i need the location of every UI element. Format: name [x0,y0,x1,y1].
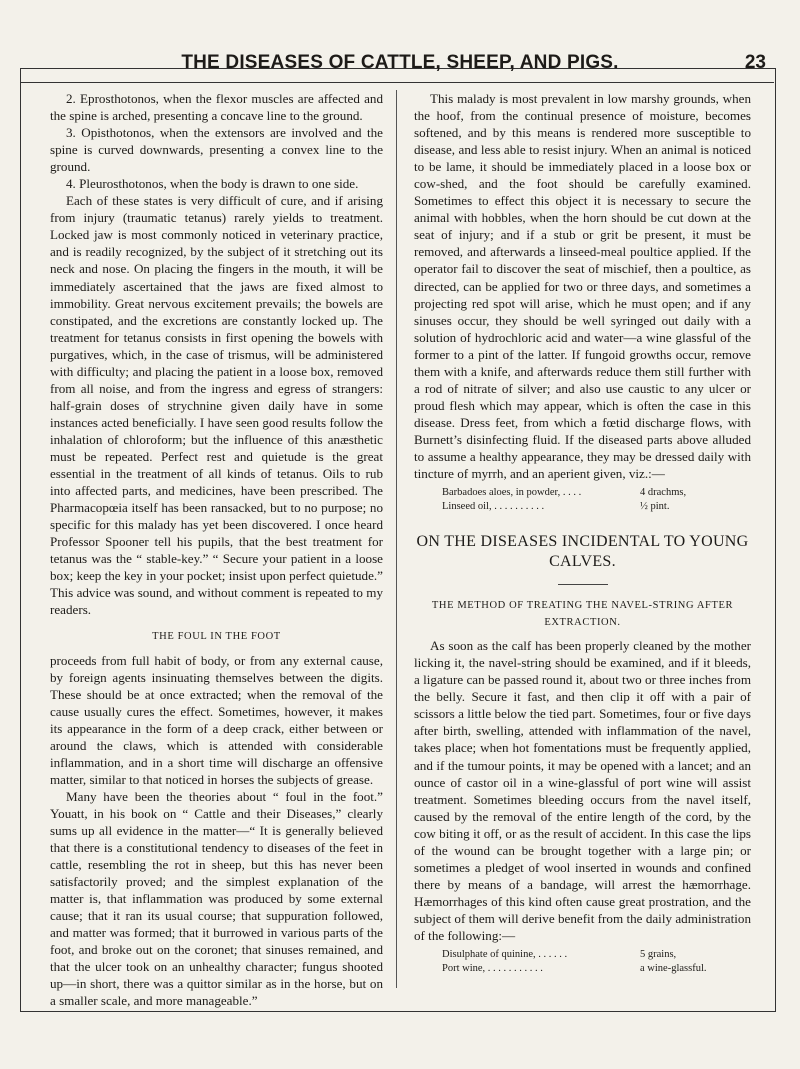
recipe-ingredient: Barbadoes aloes, in powder, . . . . [442,487,582,499]
recipe-row [442,962,751,976]
recipe-aloes [442,486,751,514]
paragraph: proceeds from full habit of body, or from any external cause, by foreign agents insinuating themselves between the digits. These should be at once extracted; when the removal of the cause usually cures the effect. Sometimes, however, it makes its appearance in the form of a deep crack, either between or around the claws, which is attended with considerable inflammation, and in a short time will discharge an offensive matter, similar to that noticed in horses the subjects of grease. [50,652,383,787]
recipe-quantity: a wine-glassful. [640,963,707,975]
column-divider [396,90,397,988]
paragraph: As soon as the calf has been properly cleaned by the mother licking it, the navel-string should be examined, and if it bleeds, a ligature can be passed round it, about two or three inches from the belly. Secure it fast, and then clip it off with a pair of scissors a little below the tied part. Sometimes, four or five days after birth, swelling, attended with inflammation of the navel, takes place; when hot fomentations must be frequently applied, and if the tumour points, it may be opened with a lancet; and an ounce of castor oil in a wine-glassful of port wine will assist treatment. Sometimes bleeding occurs from the navel itself, caused by the removal of the entire length of the cord, by the cow biting it off, or as the result of accident. In this case the lips of the wound can be brought together with a large pin; or sometimes a pledget of wool inserted in wounds and confined there by means of a bandage, will arrest the hæmorrhage. Hæmorrhages of this kind often cause great prostration, and the subject of them will derive benefit from the daily administration of the following:— [414,638,751,943]
right-column [414,90,751,980]
section-heading-foul-in-foot: THE FOUL IN THE FOOT [152,631,281,643]
recipe-row [442,948,751,962]
recipe-row [442,486,751,500]
section-heading-navel-string: THE METHOD OF TREATING THE NAVEL-STRING AFTER EXTRACTION. [431,600,734,629]
paragraph: 4. Pleurosthotonos, when the body is drawn to one side. [66,176,359,192]
recipe-ingredient: Port wine, . . . . . . . . . . . [442,963,543,975]
paragraph: Each of these states is very difficult of cure, and if arising from injury (traumatic tetanus) rarely yields to treatment. Locked jaw is most commonly noticed in veterinary practice, and is readily recognized, by the subject of it stretching out its neck and nose. On placing the fingers in the mouth, it will be immediately ascertained that the jaws are fixed almost to immobility. Great nervous excitement prevails; the bowels are constipated, and the excretions are constantly locked up. The treatment for tetanus consists in first opening the bowels with purgatives, which, in the case of trismus, will be administered with difficulty; and placing the patient in a loose box, removed from all noise, and from the ingress and egress of strangers: half-grain doses of strychnine given daily have in some instances acted beneficially. I have seen good results follow the inhalation of chloroform; but the influence of this anæsthetic must be repeated. Perfect rest and quietude is the great essential in the treatment of all kinds of tetanus. Oils to rub into affected parts, and medicines, have been prescribed. The Pharmacopœia itself has been ransacked, but to no purpose; no specific for this malady has yet been discovered. I once heard Professor Spooner tell his pupils, that the best treatment for tetanus was the “ stable-key.” “ Secure your patient in a loose box; keep the key in your pocket; insist upon perfect quietude.” This advice was sound, and without comment is repeated to my readers. [50,193,383,618]
recipe-ingredient: Disulphate of quinine, . . . . . . [442,949,568,961]
chapter-heading-young-calves: ON THE DISEASES INCIDENTAL TO YOUNG CALVES. [416,533,749,571]
paragraph: 2. Eprosthotonos, when the flexor muscles are affected and the spine is arched, presenting a concave line to the ground. [50,91,383,124]
paragraph: This malady is most prevalent in low marshy grounds, when the hoof, from the continual presence of moisture, becomes softened, and by this means is rendered more susceptible to disease, and less able to resist injury. When an animal is noticed to be lame, it should be immediately placed in a loose box or cow-shed, and the foot should be carefully examined. Sometimes to effect this object it is necessary to secure the animal with hobbles, when the horn should be cut down at the seat of injury; and if a stub or grit be present, it must be removed, and afterwards a linseed-meal poultice applied. If the operator fail to discover the seat of mischief, then a poultice, as directed, can be applied for two or three days, and sometimes a projecting red spot will arise, which he must open; and if any sinuses occur, they should be well syringed out daily with a solution of hydrochloric acid and water—a wine glassful of the former to a pint of the latter. If fungoid growths occur, remove them with a knife, and afterwards reduce them still further with a rod of nitrate of silver; and also use caustic to any ulcer or proud flesh which may appear, which is often the case in this disease. Dress feet, from which a fœtid discharge flows, with Burnett’s disinfecting fluid. If the diseased parts above alluded to assume a healthy appearance, they may be dressed daily with tincture of myrrh, and an aperient given, viz.:— [414,91,751,482]
paragraph: Many have been the theories about “ foul in the foot.” Youatt, in his book on “ Cattle and their Diseases,” clearly sums up all evidence in the matter—“ It is generally believed that there is a constitutional tendency to diseases of the feet in cattle, resembling the rot in sheep, but this has never been satisfactorily proved; and the simplest explanation of the matter is, that inflammation was produced by some external cause; that it ran its usual course; that suppuration followed, and matter was formed; that it burrowed in various parts of the foot, and broke out on the coronet; that sinuses remained, and that the ulcer took on an unhealthy character; fungus shooted up—in short, there was a quittor similar as in the horse, but on a smaller scale, and more manageable.” [50,788,383,1009]
running-header [0,52,800,76]
recipe-quantity: 4 drachms, [640,487,687,499]
recipe-quinine [442,948,751,976]
heading-rule [558,584,608,585]
recipe-row [442,500,751,514]
header-rule [20,82,774,83]
page-number: 23 [744,52,766,73]
running-title: THE DISEASES OF CATTLE, SHEEP, AND PIGS. [181,52,619,73]
recipe-ingredient: Linseed oil, . . . . . . . . . . [442,501,545,513]
paragraph: 3. Opisthotonos, when the extensors are involved and the spine is curved downwards, presenting a convex line to the ground. [50,125,383,175]
left-column [50,90,383,1009]
recipe-quantity: ½ pint. [640,501,670,513]
recipe-quantity: 5 grains, [640,949,677,961]
